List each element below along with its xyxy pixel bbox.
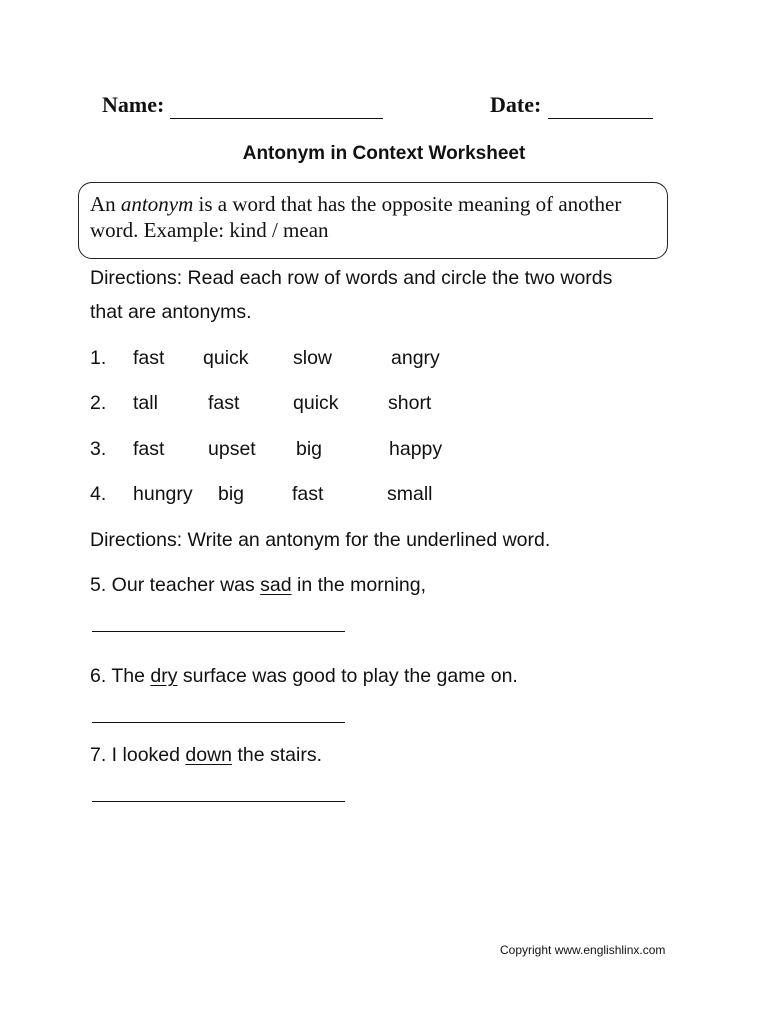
word-option[interactable]: big: [296, 438, 323, 460]
word-option[interactable]: tall: [133, 392, 158, 414]
answer-line-6[interactable]: [92, 722, 345, 723]
word-option[interactable]: quick: [293, 392, 339, 414]
sentence-7: [90, 744, 322, 767]
word-option[interactable]: upset: [208, 438, 256, 460]
row-number: 2.: [90, 392, 107, 414]
sentence-text: surface was good to play the game on.: [177, 665, 518, 687]
word-option[interactable]: slow: [293, 347, 333, 369]
sentence-text: 6. The: [90, 665, 151, 687]
word-option[interactable]: happy: [389, 438, 443, 460]
definition-term: antonym: [120, 192, 194, 216]
date-field[interactable]: [548, 96, 653, 119]
word-option[interactable]: fast: [292, 483, 324, 505]
date-label: Date:: [490, 92, 542, 117]
definition-rest: is a word that has the opposite meaning of another word. Example: kind / mean: [90, 192, 622, 242]
sentence-6: [90, 665, 518, 688]
word-option[interactable]: small: [387, 483, 433, 505]
word-option[interactable]: big: [218, 483, 245, 505]
word-option[interactable]: angry: [391, 347, 440, 369]
sentence-text: 7. I looked: [90, 744, 186, 766]
underlined-word: dry: [150, 665, 178, 687]
word-option[interactable]: quick: [203, 347, 249, 369]
name-field[interactable]: [170, 96, 383, 119]
definition-prefix: An: [90, 192, 121, 216]
sentence-text: in the morning,: [291, 574, 427, 596]
answer-line-7[interactable]: [92, 801, 345, 802]
directions-line-1: Directions: Read each row of words and circle the two words: [90, 267, 613, 289]
name-label: Name:: [102, 92, 165, 117]
underlined-word: down: [185, 744, 233, 766]
sentence-text: 5. Our teacher was: [90, 574, 261, 596]
answer-line-5[interactable]: [92, 631, 345, 632]
word-option[interactable]: fast: [133, 438, 165, 460]
row-number: 3.: [90, 438, 107, 460]
sentence-5: [90, 574, 426, 597]
word-option[interactable]: hungry: [133, 483, 193, 505]
definition-text: [90, 191, 660, 243]
underlined-word: sad: [260, 574, 292, 596]
page-title: Antonym in Context Worksheet: [242, 143, 526, 164]
word-option[interactable]: fast: [208, 392, 240, 414]
directions-2: Directions: Write an antonym for the underlined word.: [90, 529, 551, 551]
directions-line-2: that are antonyms.: [90, 301, 252, 323]
copyright-notice: Copyright www.englishlinx.com: [500, 943, 666, 957]
row-number: 4.: [90, 483, 107, 505]
word-option[interactable]: fast: [133, 347, 165, 369]
row-number: 1.: [90, 347, 107, 369]
sentence-text: the stairs.: [232, 744, 322, 766]
word-option[interactable]: short: [388, 392, 432, 414]
